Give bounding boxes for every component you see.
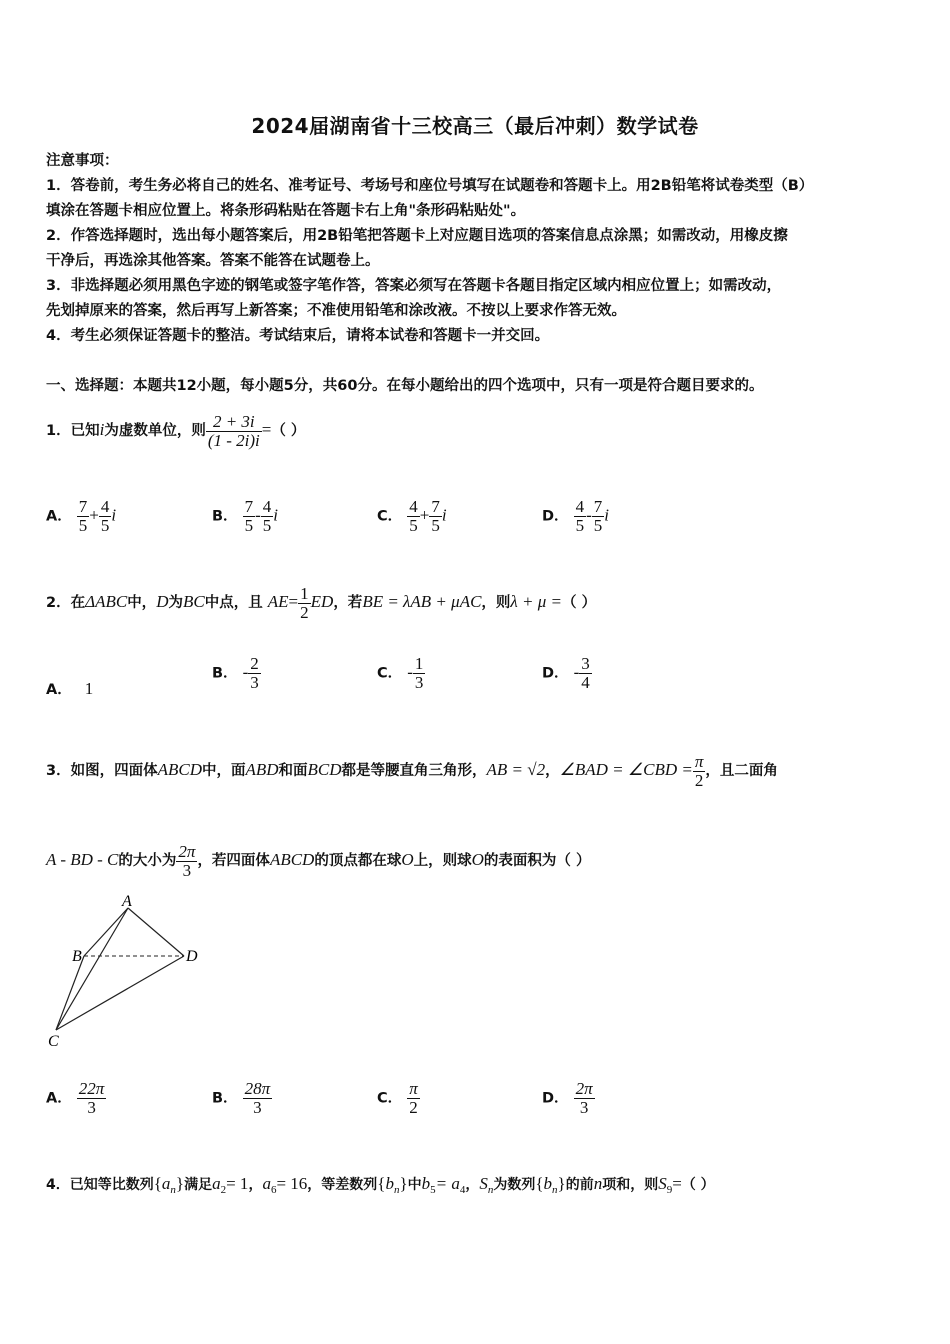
q2-text-4: 中点，且 bbox=[204, 595, 263, 611]
option-label: A． bbox=[46, 508, 72, 525]
q3-pi-half bbox=[693, 753, 706, 790]
option-frac-2 bbox=[261, 498, 274, 535]
option-label: B． bbox=[212, 1090, 238, 1107]
notice-line-7: 4．考生必须保证答题卡的整洁。考试结束后，请将本试卷和答题卡一并交回。 bbox=[46, 328, 550, 344]
notice-line-2: 填涂在答题卡相应位置上。将条形码粘贴在答题卡右上角"条形码粘贴处"。 bbox=[46, 203, 526, 219]
operator: + bbox=[89, 505, 99, 525]
q4-a2-value: = 1 bbox=[226, 1174, 249, 1193]
q1-option-b[interactable] bbox=[212, 498, 278, 535]
notice-line-4: 干净后，再选涂其他答案。答案不能答在试题卷上。 bbox=[46, 253, 380, 269]
q4-a6-sub: 6 bbox=[270, 1183, 277, 1196]
option-label: B． bbox=[212, 665, 238, 682]
q4-seq-b-2-sub: n bbox=[552, 1183, 558, 1196]
left-brace: { bbox=[377, 1174, 386, 1193]
option-frac bbox=[248, 655, 261, 692]
num: 1 bbox=[300, 583, 309, 603]
num: 28π bbox=[244, 1079, 271, 1098]
den: 5 bbox=[409, 516, 418, 535]
num: 7 bbox=[593, 497, 603, 516]
num: 4 bbox=[575, 497, 585, 516]
notice-line-5: 3．非选择题必须用黑色字迹的钢笔或签字笔作答，答案必须写在答题卡各题目指定区域内相应位置上；如需改动， bbox=[46, 278, 782, 294]
q2-answer-paren: （ ） bbox=[562, 595, 597, 611]
option-frac-1 bbox=[77, 498, 90, 535]
q4-sn-sub: n bbox=[487, 1183, 494, 1196]
q4-seq-b-sub: n bbox=[393, 1183, 400, 1196]
minus-sign: - bbox=[407, 662, 413, 682]
option-label: A． bbox=[46, 1090, 72, 1107]
den: 5 bbox=[78, 516, 88, 535]
q1-i: i bbox=[99, 420, 105, 439]
option-frac bbox=[407, 1080, 420, 1117]
vertex-d-label: D bbox=[186, 948, 198, 965]
q2-vector-ae: AE bbox=[267, 592, 289, 611]
option-label: C． bbox=[377, 1090, 403, 1107]
minus-sign: - bbox=[573, 662, 580, 682]
right-brace: } bbox=[399, 1174, 408, 1193]
q4-a6: a bbox=[262, 1174, 271, 1193]
option-label: C． bbox=[377, 508, 403, 525]
option-frac bbox=[77, 1080, 107, 1117]
q4-a6-value: = 16 bbox=[276, 1174, 308, 1193]
option-frac-1 bbox=[574, 498, 587, 535]
q3-option-c[interactable] bbox=[377, 1080, 420, 1117]
edge-ab bbox=[84, 908, 128, 956]
notice-line-3: 2．作答选择题时，选出每小题答案后，用2B铅笔把答题卡上对应题目选项的答案信息点涂黑；如需改动，用橡皮擦 bbox=[46, 228, 788, 244]
q2-vector-ed: ED bbox=[310, 592, 334, 611]
num: 7 bbox=[244, 497, 254, 516]
edge-ac bbox=[56, 908, 128, 1030]
option-label: D． bbox=[542, 508, 569, 525]
operator: + bbox=[419, 505, 430, 525]
q3-text-7: 的大小为 bbox=[118, 853, 177, 869]
num: 3 bbox=[581, 654, 590, 673]
edge-bc bbox=[56, 956, 84, 1030]
q3-ab-length: AB = √2 bbox=[486, 760, 546, 779]
notice-line-6: 先划掉原来的答案，然后再写上新答案；不准使用铅笔和涂改液。不按以上要求作答无效。 bbox=[46, 303, 626, 319]
num: 2π bbox=[178, 841, 196, 861]
q4-s9-sub: 9 bbox=[666, 1183, 673, 1196]
q4-a2-sub: 2 bbox=[220, 1183, 227, 1196]
q2-text: 2．在 bbox=[46, 595, 86, 611]
q4-seq-a-sub: n bbox=[170, 1183, 176, 1196]
den: 5 bbox=[262, 516, 272, 535]
q4-text-3: ， bbox=[248, 1177, 263, 1193]
question-1 bbox=[46, 410, 916, 451]
q2-text-3: 为 bbox=[168, 595, 183, 611]
option-value: 1 bbox=[84, 679, 94, 698]
option-label: A． bbox=[46, 682, 72, 698]
q2-text-5: ，若 bbox=[333, 595, 363, 611]
q3-option-a[interactable] bbox=[46, 1080, 106, 1117]
question-4 bbox=[46, 1162, 916, 1212]
q3-option-b[interactable] bbox=[212, 1080, 272, 1117]
q4-text-4: ，等差数列 bbox=[307, 1177, 378, 1193]
q4-seq-b-2: b bbox=[543, 1174, 553, 1193]
num: 1 bbox=[414, 654, 424, 673]
q4-text: 4．已知等比数列 bbox=[46, 1177, 154, 1193]
q3-text-4: 都是等腰直角三角形， bbox=[341, 763, 487, 779]
q4-text-7: 为数列 bbox=[493, 1177, 536, 1193]
q3-text-11: 的表面积为 bbox=[483, 853, 557, 869]
num: π bbox=[694, 751, 704, 771]
num: 7 bbox=[431, 497, 440, 516]
q4-a2: a bbox=[212, 1174, 221, 1193]
q2-sum: λ + μ = bbox=[510, 592, 563, 611]
q4-n: n bbox=[593, 1174, 603, 1193]
q4-sn: S bbox=[479, 1174, 488, 1193]
q3-text-10: 上，则球 bbox=[413, 853, 472, 869]
option-frac bbox=[574, 1080, 595, 1117]
q4-s9: S bbox=[658, 1174, 667, 1193]
q4-text-2: 满足 bbox=[184, 1177, 213, 1193]
q3-text-2: 中，面 bbox=[201, 763, 246, 779]
edge-ad bbox=[128, 908, 184, 956]
left-brace: { bbox=[535, 1174, 544, 1193]
num: 7 bbox=[78, 497, 88, 516]
q3-text-3: 和面 bbox=[278, 763, 308, 779]
edge-cd bbox=[56, 956, 184, 1030]
num: 2 bbox=[250, 654, 259, 673]
option-frac-1 bbox=[243, 498, 256, 535]
den: 5 bbox=[575, 516, 585, 535]
den: 5 bbox=[431, 516, 440, 535]
q2-segment-bc: BC bbox=[182, 592, 205, 611]
q2-equals: = bbox=[288, 592, 299, 611]
vertex-b-label: B bbox=[72, 948, 82, 965]
q4-text-5: 中 bbox=[407, 1177, 422, 1193]
q3-tetrahedron: ABCD bbox=[157, 760, 202, 779]
num: 22π bbox=[78, 1079, 105, 1098]
q4-answer-paren: （ ） bbox=[681, 1177, 715, 1193]
den: 2 bbox=[693, 771, 706, 790]
option-frac bbox=[243, 1080, 273, 1117]
right-brace: } bbox=[175, 1174, 185, 1193]
q3-face-abd: ABD bbox=[245, 760, 279, 779]
exam-title: 2024届湖南省十三校高三（最后冲刺）数学试卷 bbox=[251, 114, 699, 138]
q3-face-bcd: BCD bbox=[307, 760, 342, 779]
q3-option-d[interactable] bbox=[542, 1080, 595, 1117]
q4-a4-sub: 4 bbox=[459, 1183, 466, 1196]
right-brace: } bbox=[557, 1174, 566, 1193]
option-label: D． bbox=[542, 1090, 569, 1107]
q3-text-5: ， bbox=[545, 763, 560, 779]
tetrahedron-figure bbox=[44, 890, 214, 1050]
q4-text-8: 的前 bbox=[565, 1177, 594, 1193]
vertex-c-label: C bbox=[48, 1033, 59, 1050]
q2-expression: BE = λAB + μAC bbox=[362, 592, 482, 611]
imag-unit: i bbox=[273, 505, 279, 525]
q2-option-c[interactable] bbox=[377, 655, 425, 692]
num: π bbox=[409, 1079, 418, 1098]
section-heading: 一、选择题：本题共12小题，每小题5分，共60分。在每小题给出的四个选项中，只有一项是符合题目要求的。 bbox=[46, 378, 764, 394]
q1-equals: = bbox=[261, 420, 272, 439]
q3-angles: ∠BAD = ∠CBD = bbox=[559, 760, 693, 779]
imag-unit: i bbox=[111, 505, 117, 525]
q4-b5: b bbox=[421, 1174, 431, 1193]
den: 2 bbox=[300, 602, 309, 622]
den: 5 bbox=[593, 516, 603, 535]
question-3-line-2 bbox=[46, 836, 916, 885]
q2-text-6: ，则 bbox=[481, 595, 511, 611]
num: 4 bbox=[409, 497, 418, 516]
notice-line-1: 1．答卷前，考生务必将自己的姓名、准考证号、考场号和座位号填写在试题卷和答题卡上。用2B铅笔将试卷类型（B） bbox=[46, 178, 814, 194]
option-label: B． bbox=[212, 508, 238, 525]
den: 5 bbox=[100, 516, 110, 535]
num: 4 bbox=[100, 497, 110, 516]
q2-triangle: ΔABC bbox=[85, 592, 128, 611]
q3-sphere-o: O bbox=[401, 850, 414, 869]
q2-point-d: D bbox=[156, 592, 169, 611]
den: 4 bbox=[581, 673, 590, 692]
q3-tetrahedron-2: ABCD bbox=[269, 850, 315, 869]
q3-sphere-o-2: O bbox=[471, 850, 484, 869]
q2-option-a[interactable] bbox=[46, 678, 93, 699]
option-frac-1 bbox=[407, 498, 420, 535]
den: 3 bbox=[574, 1098, 595, 1117]
q4-seq-a: a bbox=[161, 1174, 171, 1193]
q1-option-a[interactable] bbox=[46, 498, 116, 535]
imag-unit: i bbox=[441, 505, 447, 525]
den: 3 bbox=[250, 673, 259, 692]
q1-text: 1．已知 bbox=[46, 423, 100, 439]
q3-text-9: 的顶点都在球 bbox=[314, 853, 402, 869]
imag-unit: i bbox=[604, 505, 610, 525]
q3-answer-paren: （ ） bbox=[556, 853, 591, 869]
option-frac bbox=[413, 655, 426, 692]
minus-sign: - bbox=[242, 662, 249, 682]
option-frac-2 bbox=[99, 498, 112, 535]
q1-fraction bbox=[206, 413, 262, 450]
den: 3 bbox=[176, 861, 197, 880]
q3-dihedral: A - BD - C bbox=[46, 850, 119, 869]
operator: - bbox=[586, 505, 592, 525]
q2-text-2: 中， bbox=[127, 595, 157, 611]
q2-half bbox=[298, 585, 311, 622]
den: 2 bbox=[407, 1098, 420, 1117]
q4-s9-eq: = bbox=[672, 1174, 682, 1193]
num: 4 bbox=[262, 497, 272, 516]
q2-option-b[interactable] bbox=[212, 655, 261, 692]
den: 3 bbox=[77, 1098, 107, 1117]
den: 3 bbox=[414, 673, 424, 692]
q1-option-d[interactable] bbox=[542, 498, 609, 535]
operator: - bbox=[255, 505, 261, 525]
notice-heading: 注意事项： bbox=[46, 153, 119, 169]
q2-option-d[interactable] bbox=[542, 655, 592, 692]
q1-denominator: (1 - 2i)i bbox=[207, 430, 260, 450]
q4-text-9: 项和，则 bbox=[602, 1177, 659, 1193]
q3-two-pi-third bbox=[176, 843, 197, 880]
den: 5 bbox=[244, 516, 254, 535]
q1-answer-paren: （ ） bbox=[271, 423, 306, 439]
q1-option-c[interactable] bbox=[377, 498, 447, 535]
vertex-a-label: A bbox=[122, 893, 132, 910]
q3-text-8: ，若四面体 bbox=[197, 853, 270, 869]
option-frac-2 bbox=[429, 498, 442, 535]
den: 3 bbox=[243, 1098, 273, 1117]
option-frac-2 bbox=[592, 498, 605, 535]
q4-b5-eq: = a bbox=[435, 1174, 460, 1193]
q3-text: 3．如图，四面体 bbox=[46, 763, 158, 779]
q1-numerator: 2 + 3i bbox=[212, 411, 255, 431]
num: 2π bbox=[575, 1079, 593, 1098]
q4-text-6: ， bbox=[465, 1177, 480, 1193]
left-brace: { bbox=[153, 1174, 162, 1193]
option-label: D． bbox=[542, 665, 569, 682]
q1-text-2: 为虚数单位，则 bbox=[104, 423, 206, 439]
q4-seq-b: b bbox=[385, 1174, 394, 1193]
option-frac bbox=[579, 655, 592, 692]
question-2 bbox=[46, 580, 916, 625]
option-label: C． bbox=[377, 665, 403, 682]
question-3-line-1 bbox=[46, 746, 916, 795]
q4-b5-sub: 5 bbox=[430, 1183, 436, 1196]
q3-text-6: ，且二面角 bbox=[705, 763, 778, 779]
